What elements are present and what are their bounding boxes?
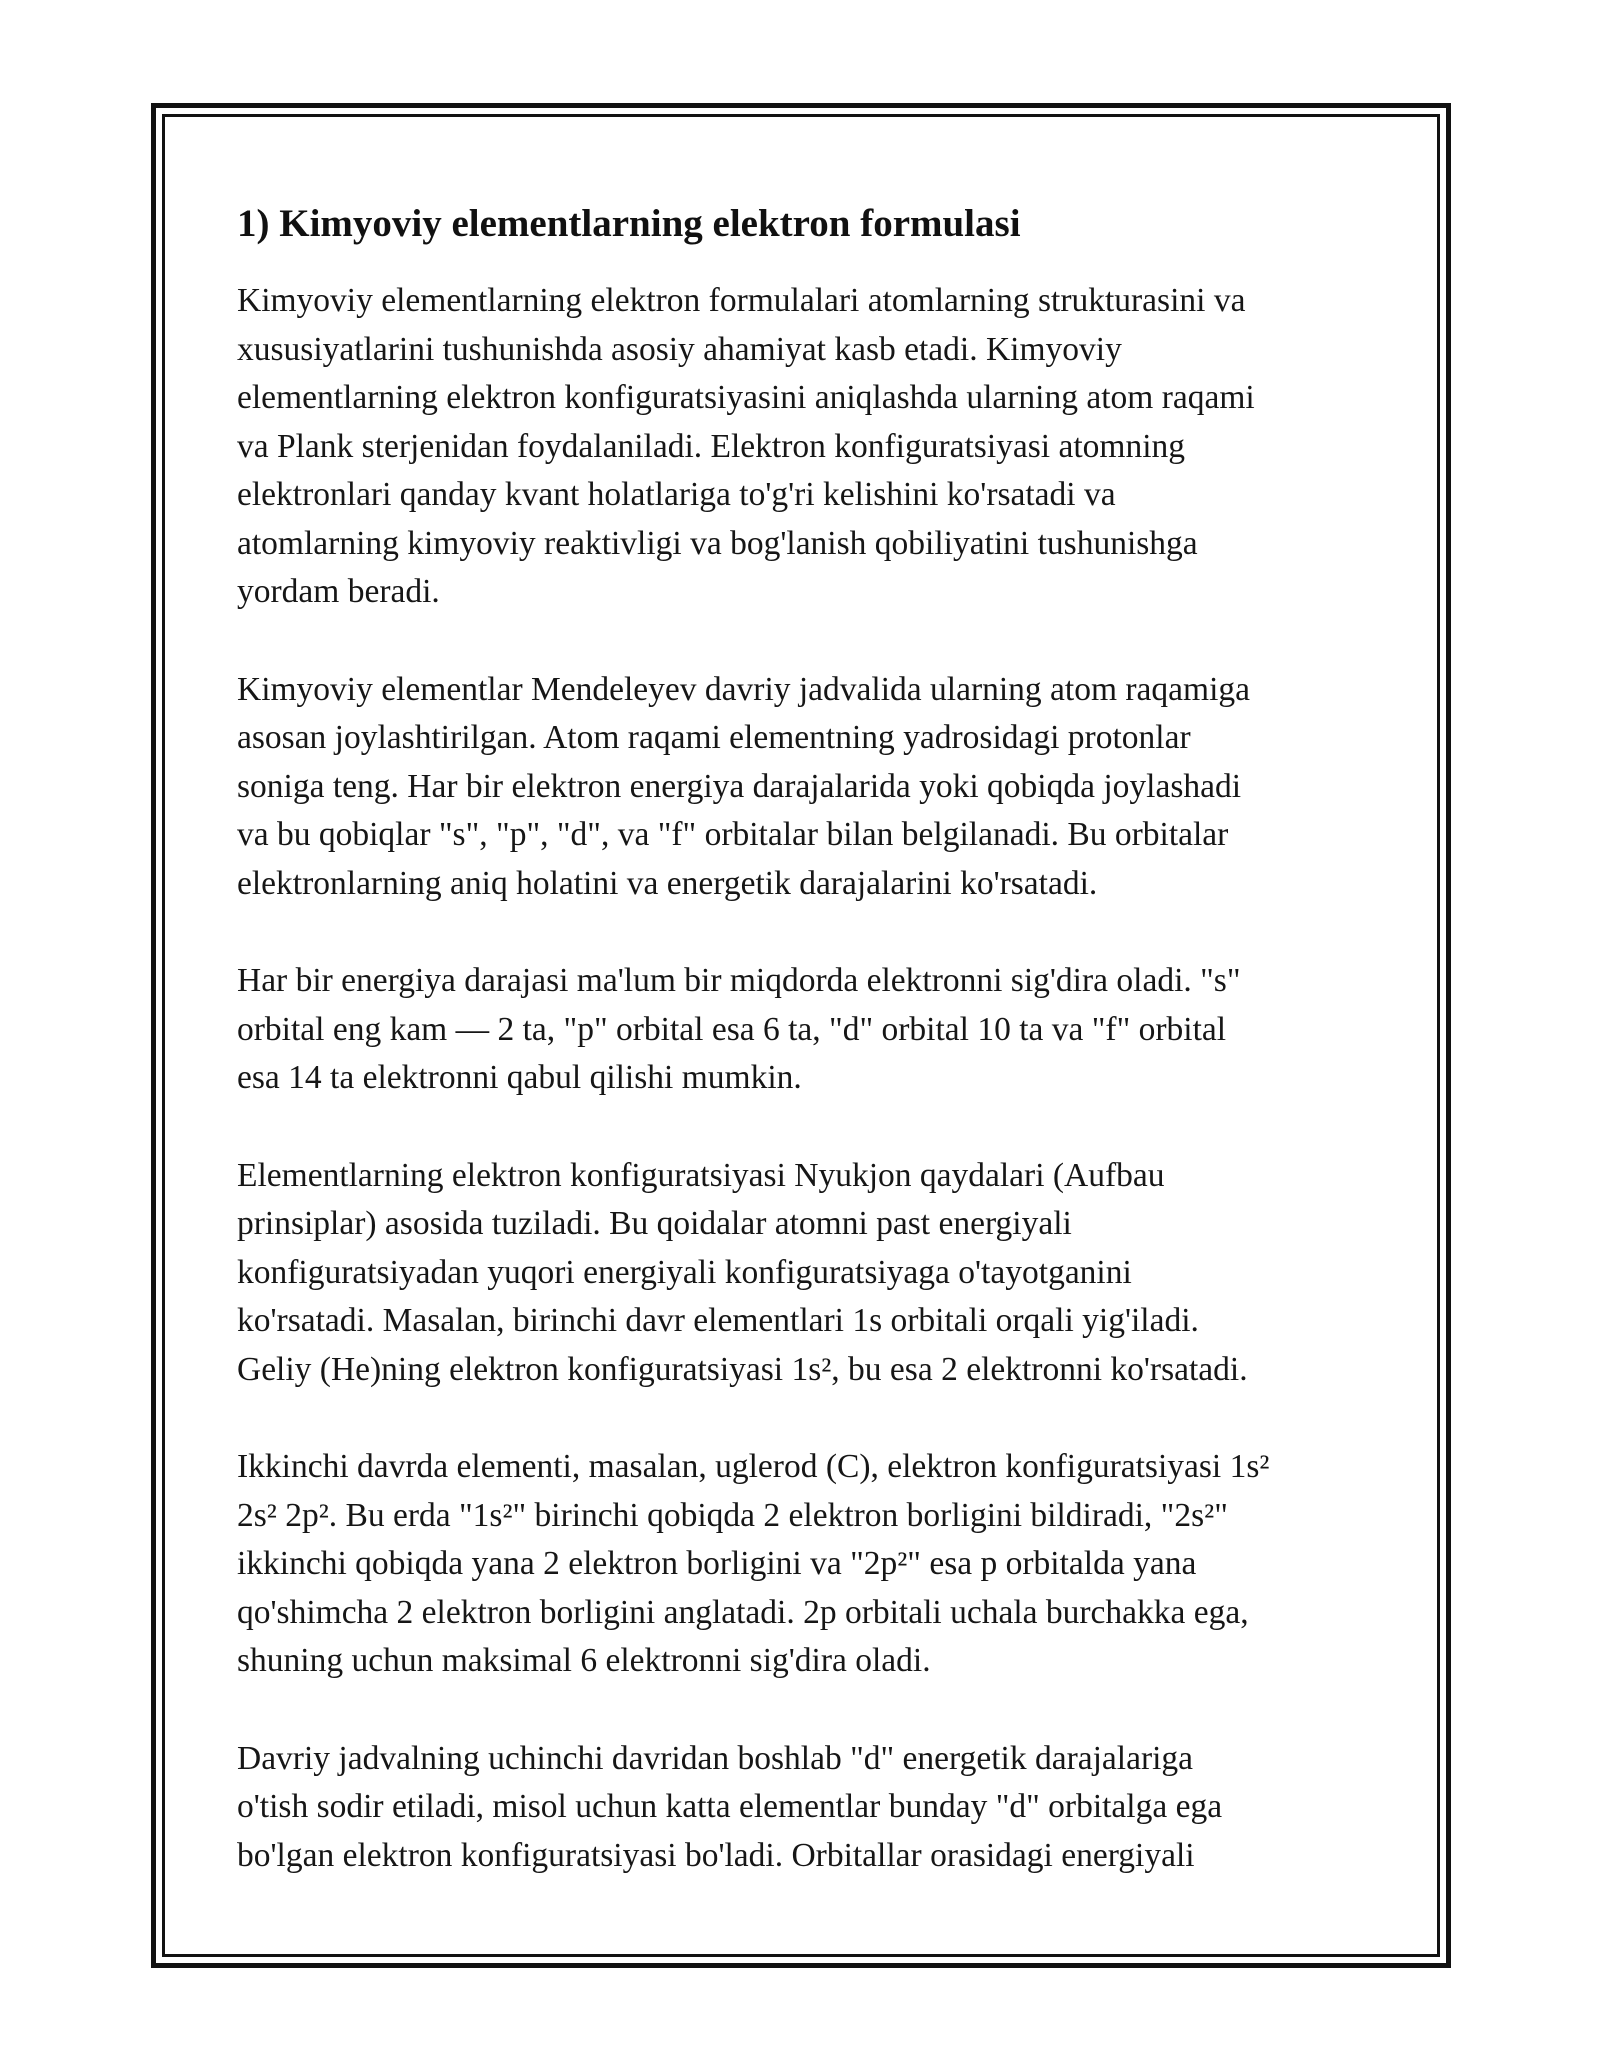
paragraph-line: Har bir energiya darajasi ma'lum bir miqdorda elektronni sig'dira oladi. "s" [237,962,1241,999]
document-title: 1) Kimyoviy elementlarning elektron formulasi [237,202,1021,245]
paragraph-line: xususiyatlarini tushunishda asosiy ahamiyat kasb etadi. Kimyoviy [237,330,1122,368]
paragraph-line: prinsiplar) asosida tuziladi. Bu qoidalar atomni past energiyali [237,1205,1072,1242]
paragraph-6 [237,1735,1387,1881]
paragraph-line: va Plank sterjenidan foydalaniladi. Elektron konfiguratsiyasi atomning [237,427,1186,465]
paragraph-line: qo'shimcha 2 elektron borligini anglatadi. 2p orbitali uchala burchakka ega, [237,1593,1249,1631]
paragraph-line: ko'rsatadi. Masalan, birinchi davr elementlari 1s orbitali orqali yig'iladi. [237,1302,1199,1339]
paragraph-line: elementlarning elektron konfiguratsiyasini aniqlashda ularning atom raqami [237,379,1255,416]
paragraph-line: orbital eng kam — 2 ta, "p" orbital esa 6 ta, "d" orbital 10 ta va "f" orbital [237,1010,1227,1048]
page-border-inner [162,114,1440,1957]
paragraph-line: elektronlarning aniq holatini va energetik darajalarini ko'rsatadi. [237,864,1098,902]
paragraph-line: elektronlari qanday kvant holatlariga to'g'ri kelishini ko'rsatadi va [237,476,1116,513]
paragraph-line: Kimyoviy elementlarning elektron formulalari atomlarning strukturasini va [237,282,1246,319]
paragraph-line: Geliy (He)ning elektron konfiguratsiyasi 1s², bu esa 2 elektronni ko'rsatadi. [237,1350,1248,1388]
paragraph-line: asosan joylashtirilgan. Atom raqami elementning yadrosidagi protonlar [237,719,1191,756]
paragraph-2 [237,666,1387,909]
paragraph-4 [237,1152,1387,1395]
paragraph-line: 2s² 2p². Bu erda "1s²" birinchi qobiqda 2 elektron borligini bildiradi, "2s²" [237,1496,1228,1534]
paragraph-line: Elementlarning elektron konfiguratsiyasi Nyukjon qaydalari (Aufbau [237,1156,1165,1194]
paragraph-5 [237,1443,1387,1686]
paragraph-line: ikkinchi qobiqda yana 2 elektron borligini va "2p²" esa p orbitalda yana [237,1545,1197,1582]
paragraph-line: soniga teng. Har bir elektron energiya darajalarida yoki qobiqda joylashadi [237,767,1242,805]
paragraph-line: va bu qobiqlar "s", "p", "d", va "f" orbitalar bilan belgilanadi. Bu orbitalar [237,816,1229,853]
paragraph-3 [237,957,1387,1103]
paragraph-line: Kimyoviy elementlar Mendeleyev davriy jadvalida ularning atom raqamiga [237,670,1251,708]
paragraph-line: atomlarning kimyoviy reaktivligi va bog'lanish qobiliyatini tushunishga [237,524,1198,562]
document-content [237,195,1387,1929]
paragraph-line: konfiguratsiyadan yuqori energiyali konfiguratsiyaga o'tayotganini [237,1253,1132,1291]
paragraph-line: yordam beradi. [237,573,440,610]
paragraph-line: Ikkinchi davrda elementi, masalan, uglerod (C), elektron konfiguratsiyasi 1s² [237,1448,1270,1485]
paragraph-line: esa 14 ta elektronni qabul qilishi mumkin. [237,1059,802,1096]
paragraph-line: Davriy jadvalning uchinchi davridan boshlab "d" energetik darajalariga [237,1739,1194,1777]
paragraph-line: o'tish sodir etiladi, misol uchun katta elementlar bunday "d" orbitalga ega [237,1788,1223,1825]
paragraph-line: bo'lgan elektron konfiguratsiyasi bo'ladi. Orbitallar orasidagi energiyali [237,1836,1195,1874]
page-border-outer [151,103,1451,1968]
paragraph-1 [237,277,1387,617]
paragraph-line: shuning uchun maksimal 6 elektronni sig'dira oladi. [237,1642,931,1679]
